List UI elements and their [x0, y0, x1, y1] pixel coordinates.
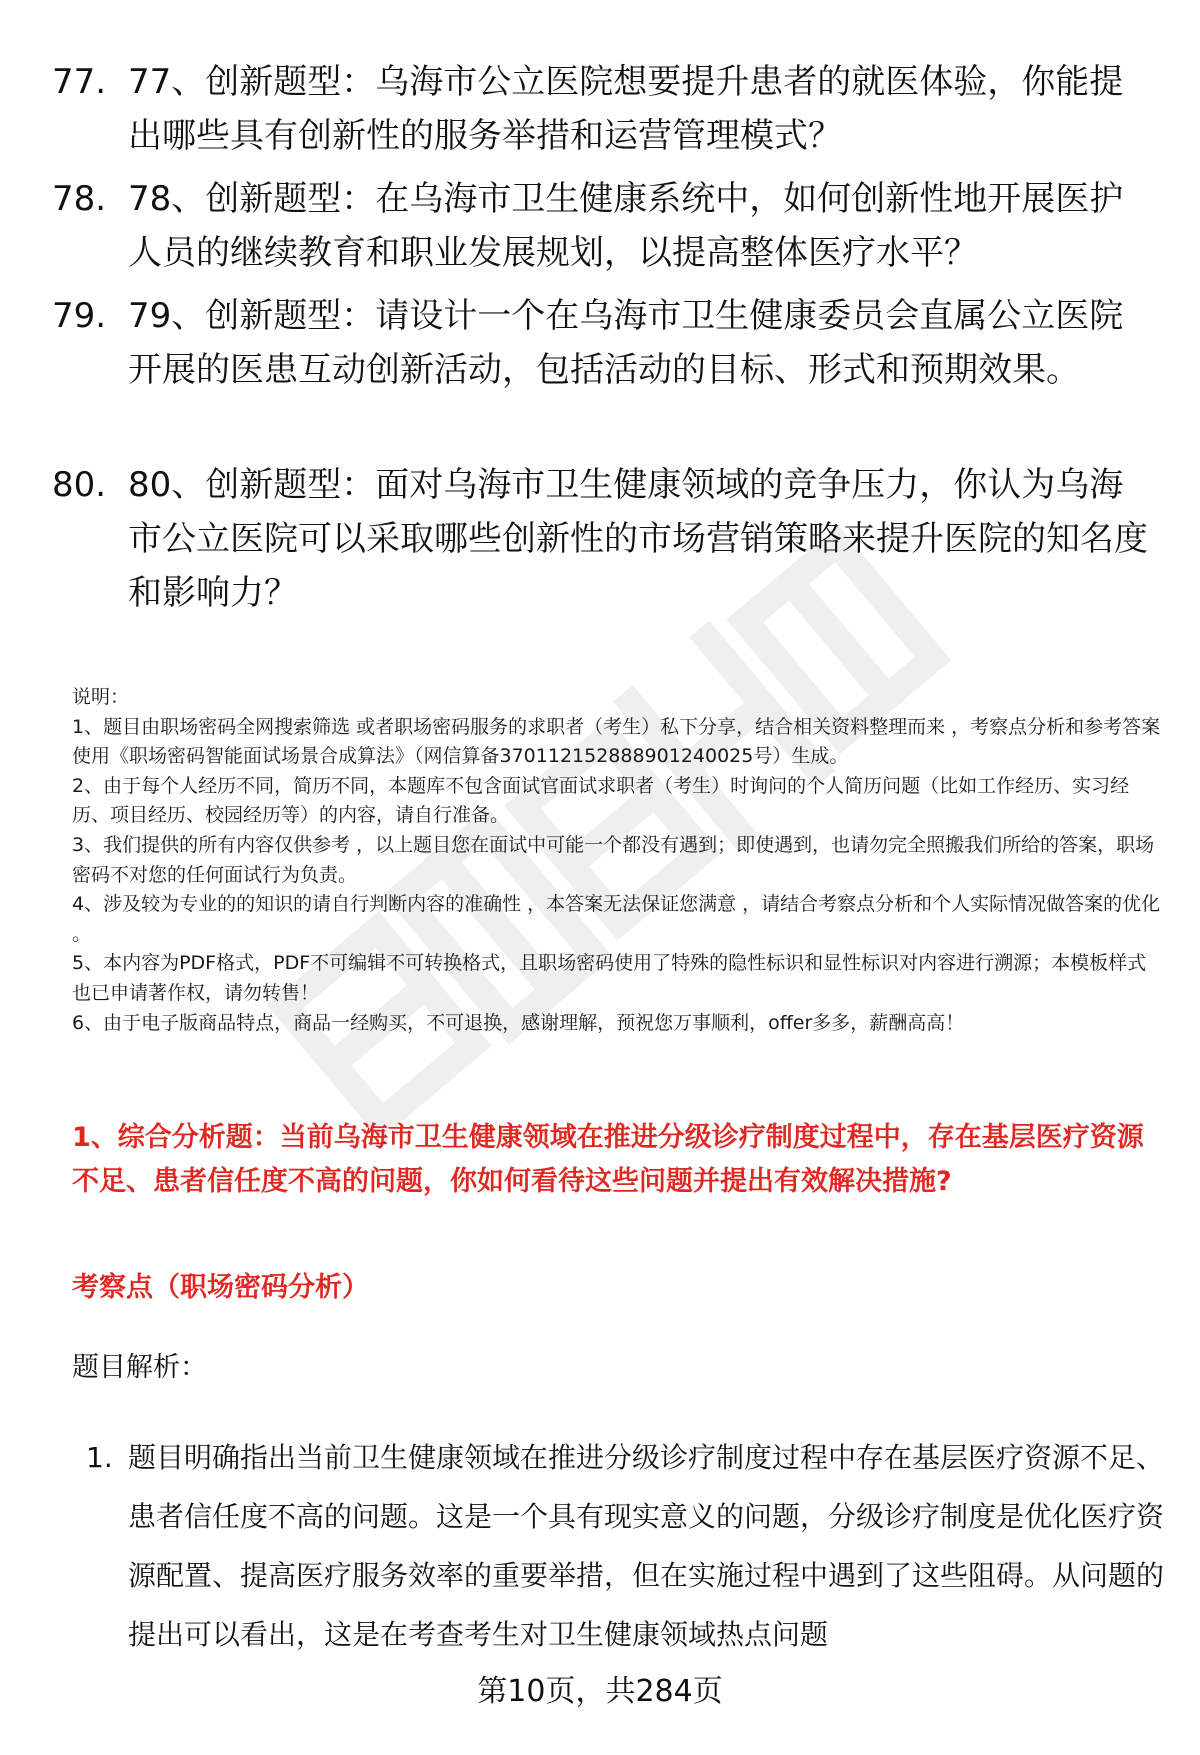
note-item: 2、由于每个人经历不同，简历不同，本题库不包含面试官面试求职者（考生）时询问的个人简历问题（比如工作经历、实习经历、项目经历、校园经历等）的内容，请自行准备。 — [72, 774, 1130, 827]
question-text: 79、创新题型：请设计一个在乌海市卫生健康委员会直属公立医院开展的医患互动创新活动，包括活动的目标、形式和预期效果。 — [128, 296, 1124, 390]
note-item: 4、涉及较为专业的的知识的请自行判断内容的准确性 ，本答案无法保证您满意 ，请结合考察点分析和个人实际情况做答案的优化 。 — [72, 893, 1161, 945]
question-text: 78、创新题型：在乌海市卫生健康系统中，如何创新性地开展医护人员的继续教育和职业发展规划，以提高整体医疗水平？ — [128, 179, 1124, 273]
question-item — [52, 55, 1152, 163]
question-number: 77. — [52, 62, 107, 102]
question-item — [52, 172, 1152, 280]
question-text: 77、创新题型：乌海市公立医院想要提升患者的就医体验，你能提出哪些具有创新性的服务举措和运营管理模式？ — [128, 62, 1124, 156]
point-number: 1. — [86, 1441, 113, 1474]
question-number: 78. — [52, 179, 107, 219]
question-item — [52, 289, 1152, 397]
note-item: 3、我们提供的所有内容仅供参考 ，以上题目您在面试中可能一个都没有遇到；即使遇到，也请勿完全照搬我们所给的答案，职场密码不对您的任何面试行为负责。 — [72, 833, 1155, 886]
notes-title: 说明： — [72, 686, 130, 708]
analysis-point — [86, 1428, 1166, 1664]
note-item: 6、由于电子版商品特点，商品一经购买，不可退换，感谢理解，预祝您万事顺利，offer多多，薪酬高高！ — [72, 1011, 965, 1034]
note-item: 1、题目由职场密码全网搜索筛选 或者职场密码服务的求职者（考生）私下分享，结合相关资料整理而来 ，考察点分析和参考答案使用《职场密码智能面试场景合成算法》（网信算备370112152888901240025号）生成。 — [72, 715, 1161, 768]
point-text: 题目明确指出当前卫生健康领域在推进分级诊疗制度过程中存在基层医疗资源不足、患者信任度不高的问题。这是一个具有现实意义的问题，分级诊疗制度是优化医疗资源配置、提高医疗服务效率的重要举措，但在实施过程中遇到了这些阻碍。从问题的提出可以看出，这是在考查考生对卫生健康领域热点问题 — [128, 1441, 1165, 1651]
analysis-question: 1、综合分析题：当前乌海市卫生健康领域在推进分级诊疗制度过程中，存在基层医疗资源不足、患者信任度不高的问题，你如何看待这些问题并提出有效解决措施? — [72, 1122, 1144, 1197]
section-subheading: 题目解析： — [72, 1352, 207, 1383]
question-text: 80、创新题型：面对乌海市卫生健康领域的竞争压力，你认为乌海市公立医院可以采取哪些创新性的市场营销策略来提升医院的知名度和影响力？ — [128, 465, 1148, 613]
question-item — [52, 458, 1152, 620]
question-number: 79. — [52, 296, 107, 336]
disclaimer-notes — [72, 683, 1162, 1038]
question-number: 80. — [52, 465, 107, 505]
section-heading: 考察点（职场密码分析） — [72, 1272, 369, 1303]
page-footer: 第10页，共284页 — [477, 1674, 723, 1709]
note-item: 5、本内容为PDF格式，PDF不可编辑不可转换格式，且职场密码使用了特殊的隐性标识和显性标识对内容进行溯源；本模板样式也已申请著作权，请勿转售！ — [72, 952, 1147, 1004]
